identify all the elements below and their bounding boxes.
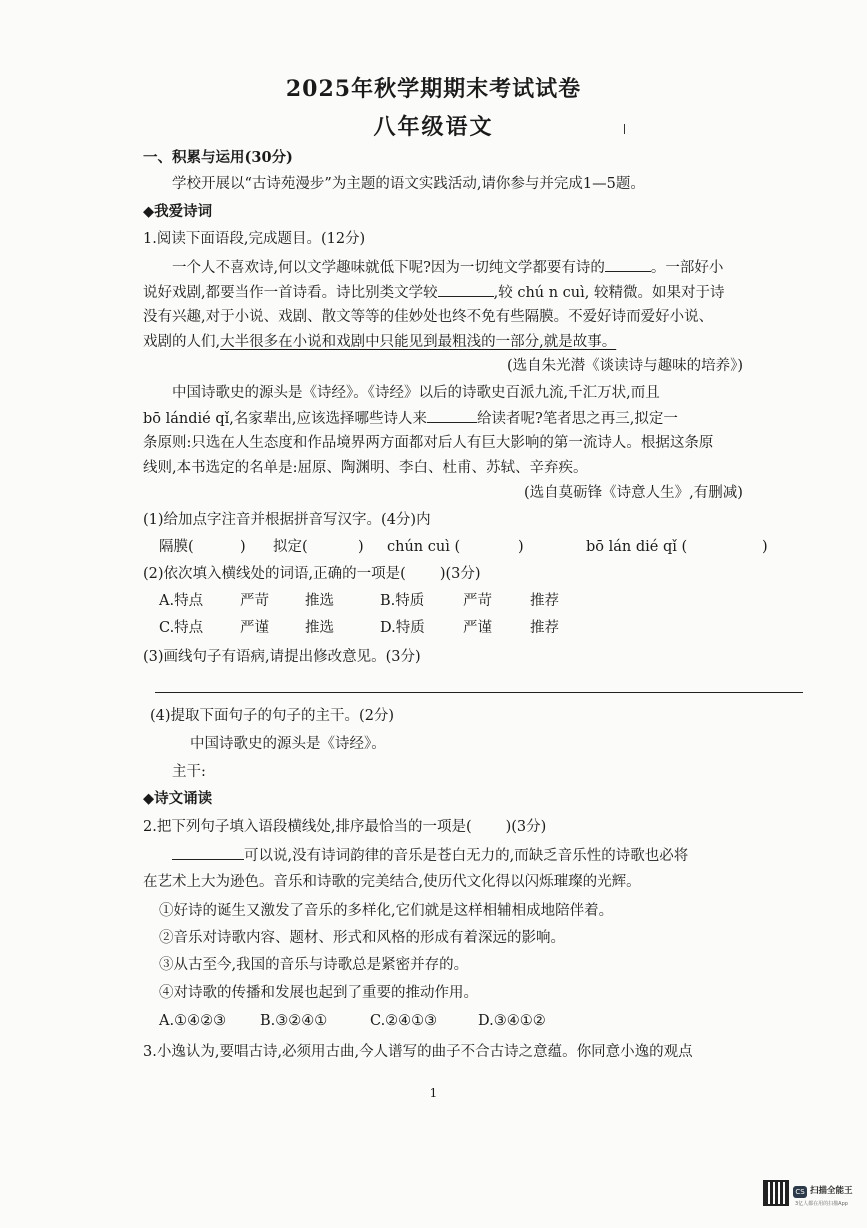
- q2-stem: [143, 817, 546, 837]
- text: )(3分): [439, 566, 481, 582]
- q1-p2-line3: 条原则:只选在人生态度和作品境界两方面都对后人有巨大影响的第一流诗人。根据这条原: [143, 435, 714, 451]
- source-citation-1: (选自朱光潜《谈读诗与趣味的培养》): [507, 358, 744, 374]
- q2-sentence: ③从古至今,我国的音乐与诗歌总是紧密并存的。: [159, 957, 469, 973]
- scanner-brand: 扫描全能王: [810, 1186, 853, 1196]
- pinyin-item: 隔膜(: [159, 539, 194, 555]
- q1-p1-line2: [143, 282, 725, 303]
- answer-blank[interactable]: [438, 282, 494, 297]
- q2-sentence: ①好诗的诞生又激发了音乐的多样化,它们就是这样相辅相成地陪伴着。: [159, 903, 614, 919]
- text: bō lándié qǐ,名家辈出,应该选择哪些诗人来: [143, 411, 427, 427]
- text: (2)依次填入横线处的词语,正确的一项是(: [143, 566, 406, 582]
- scanner-logo-icon: CS: [793, 1186, 807, 1198]
- exam-title: 2025年秋学期期末考试试卷: [285, 76, 582, 102]
- source-citation-2: (选自莫砺锋《诗意人生》,有删减): [524, 485, 743, 501]
- answer-line[interactable]: [155, 692, 803, 693]
- pinyin-item: ): [358, 539, 364, 555]
- q1-sub2: [143, 564, 481, 584]
- text: )(3分): [505, 819, 547, 835]
- q2-option: D.③④①②: [478, 1013, 546, 1029]
- q1-sub4: (4)提取下面句子的句子的主干。(2分): [150, 708, 395, 724]
- pinyin-item: ): [762, 539, 768, 555]
- text: ,较 chú n cuì, 较精微。如果对于诗: [493, 285, 725, 301]
- text: 。一部好小: [650, 260, 724, 276]
- q1-p2-line4: 线则,本书选定的名单是:屈原、陶渊明、李白、杜甫、苏轼、辛弃疾。: [143, 460, 588, 476]
- text: 戏剧的人们,: [143, 334, 221, 350]
- qr-code-icon: [763, 1180, 789, 1206]
- q1-sub4-answer[interactable]: 主干:: [172, 764, 206, 780]
- q2-passage-line1: [172, 845, 688, 866]
- q1-sub1: (1)给加点字注音并根据拼音写汉字。(4分)内: [143, 512, 431, 528]
- answer-blank[interactable]: [605, 257, 651, 272]
- text: 2.把下列句子填入语段横线处,排序最恰当的一项是(: [143, 819, 472, 835]
- pinyin-item: chún cuì (: [387, 539, 461, 555]
- option: 推荐: [530, 620, 559, 636]
- option: 严谨: [463, 620, 492, 636]
- option: 严苛: [463, 593, 492, 609]
- q1-p1-line3: 没有兴趣,对于小说、戏剧、散文等等的佳妙处也终不免有些隔膜。不爱好诗而爱好小说、: [143, 309, 714, 325]
- text: 可以说,没有诗词韵律的音乐是苍白无力的,而缺乏音乐性的诗歌也必将: [244, 848, 689, 864]
- option: 推荐: [530, 593, 559, 609]
- q1-stem: 1.阅读下面语段,完成题目。(12分): [143, 231, 366, 247]
- q1-p1-line1: [172, 257, 723, 278]
- page-number: 1: [429, 1086, 438, 1100]
- q1-sub3: (3)画线句子有语病,请提出修改意见。(3分): [143, 649, 421, 665]
- answer-blank[interactable]: [172, 845, 244, 860]
- text: 说好戏剧,都要当作一首诗看。诗比别类文学较: [143, 285, 438, 301]
- pinyin-item: bō lán dié qǐ (: [586, 539, 688, 555]
- q3-text: 3.小逸认为,要唱古诗,必须用古曲,今人谱写的曲子不合古诗之意蕴。你同意小逸的观点: [143, 1044, 693, 1060]
- pinyin-item: ): [240, 539, 246, 555]
- q2-sentence: ④对诗歌的传播和发展也起到了重要的推动作用。: [159, 985, 478, 1001]
- q2-passage-line2: 在艺术上大为逊色。音乐和诗歌的完美结合,使历代文化得以闪烁璀璨的光辉。: [143, 874, 641, 890]
- section-intro: 学校开展以“古诗苑漫步”为主题的语文实践活动,请你参与并完成1—5题。: [172, 176, 645, 192]
- option: 推选: [305, 593, 334, 609]
- option: C.特点: [159, 620, 204, 636]
- exam-subtitle: 八年级语文: [373, 114, 494, 140]
- scan-mark: [624, 124, 625, 134]
- option: D.特质: [380, 620, 425, 636]
- option: 严谨: [240, 620, 269, 636]
- subsection-poetry: ◆我爱诗词: [143, 203, 213, 220]
- text: 一个人不喜欢诗,何以文学趣味就低下呢?因为一切纯文学都要有诗的: [172, 260, 605, 276]
- text: 给读者呢?笔者思之再三,拟定一: [477, 411, 678, 427]
- subsection-recitation: ◆诗文诵读: [143, 790, 213, 807]
- option: 推选: [305, 620, 334, 636]
- scanner-tagline: 3亿人都在用的扫描App: [795, 1201, 848, 1207]
- q1-sub4-sentence: 中国诗歌史的源头是《诗经》。: [190, 736, 386, 752]
- answer-blank[interactable]: [427, 408, 477, 423]
- option: B.特质: [380, 593, 425, 609]
- q1-p2-line1: 中国诗歌史的源头是《诗经》。《诗经》以后的诗歌史百派九流,千汇万状,而且: [172, 385, 660, 401]
- q2-option: A.①④②③: [159, 1013, 227, 1029]
- option: 严苛: [240, 593, 269, 609]
- option: A.特点: [159, 593, 204, 609]
- q1-p1-line4: [143, 332, 616, 352]
- underlined-sentence: 大半很多在小说和戏剧中只能见到最粗浅的一部分,就是故事。: [220, 334, 617, 350]
- q2-option: B.③②④①: [260, 1013, 328, 1029]
- pinyin-item: 拟定(: [273, 539, 308, 555]
- section-heading: 一、积累与运用(30分): [143, 149, 293, 166]
- pinyin-item: ): [518, 539, 524, 555]
- q2-option: C.②④①③: [370, 1013, 438, 1029]
- q2-sentence: ②音乐对诗歌内容、题材、形式和风格的形成有着深远的影响。: [159, 930, 565, 946]
- q1-p2-line2: [143, 408, 678, 429]
